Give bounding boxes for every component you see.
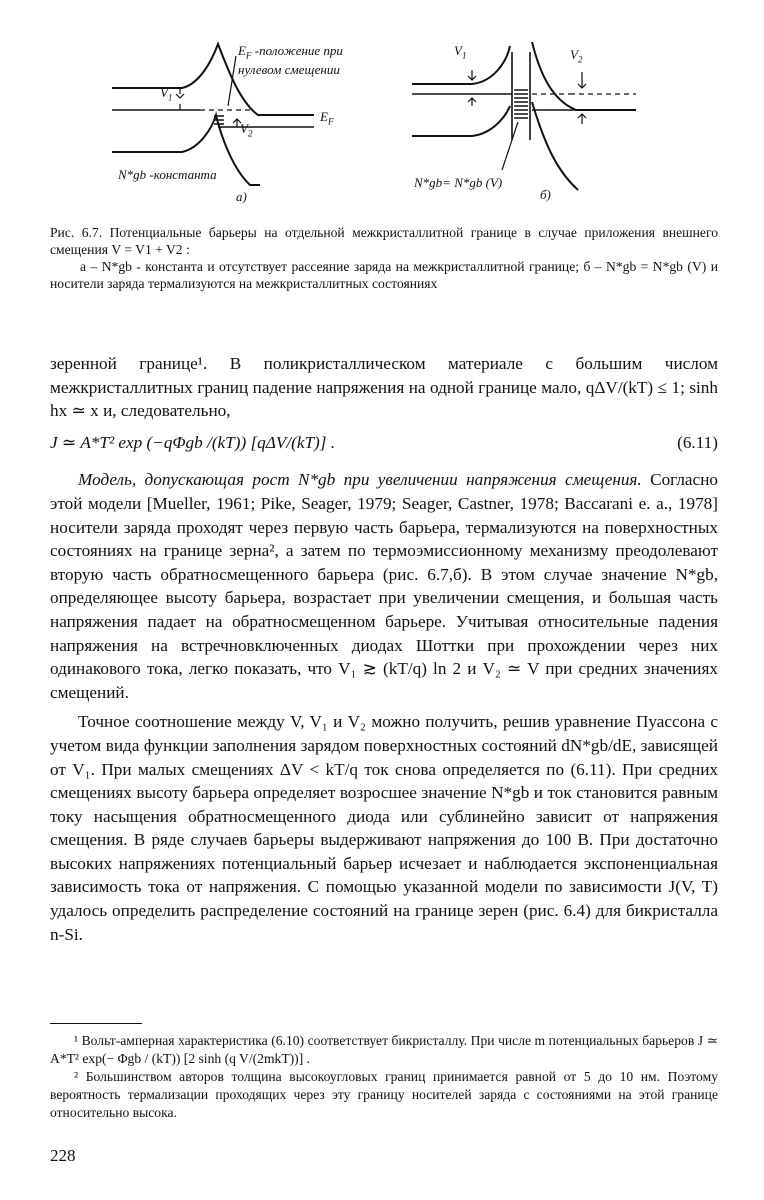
figure-caption xyxy=(50,224,718,292)
label-v2-a: $V_2$ xyxy=(240,121,253,139)
main-text xyxy=(50,352,718,946)
paragraph-2: Модель, допускающая рост N*gb при увеличении напряжения смещения. Согласно этой модели [Mueller, 1961; Pike, Seager, 1979; Seager, Castner, 1978; Baccarani e. a., 1978] носители заряда проходят через первую часть барьера, термализуются на поверхностных состояниях на границе зерна², а затем по термоэмиссионному механизму преодолевают вторую часть обратносмещенного барьера (рис. 6.7,б). В этом случае значение N*gb, определяющее высоту барьера, возрастает при увеличении смещения, и большая часть напряжения падает на обратносмещенном барьере. Учитывая относительные падения напряжения на встречновключенных диодах Шоттки при прохождении через них одинакового тока, легко показать, что V₁ ≳ (kT/q) ln 2 и V₂ ≃ V при средних значениях смещений. xyxy=(50,470,718,702)
equation-number: (6.11) xyxy=(677,432,718,452)
label-panel-b: б) xyxy=(540,187,551,202)
footnote-2: ² Большинством авторов толщина высокоугловых границ принимается равной от 5 до 10 нм. Поэтому вероятность термализации проходящих через эту границу носителей заряда с состояниями на этой границе относительно высока. xyxy=(50,1069,718,1120)
caption-main: Рис. 6.7. Потенциальные барьеры на отдельной межкристаллитной границе в случае приложения внешнего смещения V = V1 + V2 : xyxy=(50,225,718,257)
label-ngb-v: N*gb= N*gb (V) xyxy=(414,175,503,190)
equation-6-11 xyxy=(50,431,718,455)
footnote-1: ¹ Вольт-амперная характеристика (6.10) соответствует бикристаллу. При числе m потенциальных барьеров J ≃ A*T² exp(− Φgb / (kT)) [2 sinh (q V/(2mkT))] . xyxy=(50,1033,718,1066)
band-diagrams xyxy=(100,30,700,220)
figure-6-7 xyxy=(100,30,700,220)
page-number: 228 xyxy=(50,1146,76,1165)
paragraph-3: Точное соотношение между V, V₁ и V₂ можно получить, решив уравнение Пуассона с учетом вида функции заполнения зарядом поверхностных состояний dN*gb/dE, зависящей от V₁. При малых смещениях ΔV < kT/q ток снова определяется по (6.11). При средних смещениях высоту барьера определяет возросшее значение N*gb и ток становится равным току насыщения обратносмещенного диода или сублинейно зависит от напряжения смещения. В ряде случаев барьеры выдерживают напряжения до 100 В. При достаточно высоких напряжениях потенциальный барьер исчезает и наблюдается экспоненциальная зависимость тока от напряжения. С помощью указанной модели по зависимости J(V, T) удалось определить распределение состояний на границе зерен (рис. 6.4) для бикристалла n-Si. xyxy=(50,712,718,944)
label-ef-zero-bias: $E_F$ -положение при нулевом смещении xyxy=(238,43,343,77)
label-panel-a: a) xyxy=(236,189,247,204)
paragraph-1: зеренной границе¹. В поликристаллическом материале с большим числом межкристаллитных границ падение напряжения на одной границе мало, qΔV/(kT) ≤ 1; sinh hx ≃ x и, следовательно, xyxy=(50,354,718,421)
valence-band-b-right xyxy=(532,102,578,190)
conduction-band-b-right xyxy=(532,42,636,110)
diagram-b xyxy=(412,42,636,190)
label-v1-b: $V_1$ xyxy=(454,43,467,61)
label-v1-a: $V_1$ xyxy=(160,85,173,103)
label-ngb-constant: N*gb -константа xyxy=(118,167,217,182)
label-ef-a: $E_F$ xyxy=(320,109,334,127)
label-v2-b: $V_2$ xyxy=(570,47,583,65)
equation-formula: J ≃ A*T² exp (−qΦgb /(kT)) [qΔV/(kT)] . xyxy=(50,432,336,452)
caption-sub: а – N*gb - константа и отсутствует рассеяние заряда на межкристаллитной границе; б – N*gb = N*gb (V) и носители заряда термализуются на межкристаллитных состояниях xyxy=(50,259,718,291)
section-heading: Модель, допускающая рост N*gb при увеличении напряжения смещения. xyxy=(78,470,642,490)
footnote-rule xyxy=(50,1023,142,1024)
valence-band-b-left xyxy=(412,106,510,136)
footnotes xyxy=(50,1032,718,1122)
